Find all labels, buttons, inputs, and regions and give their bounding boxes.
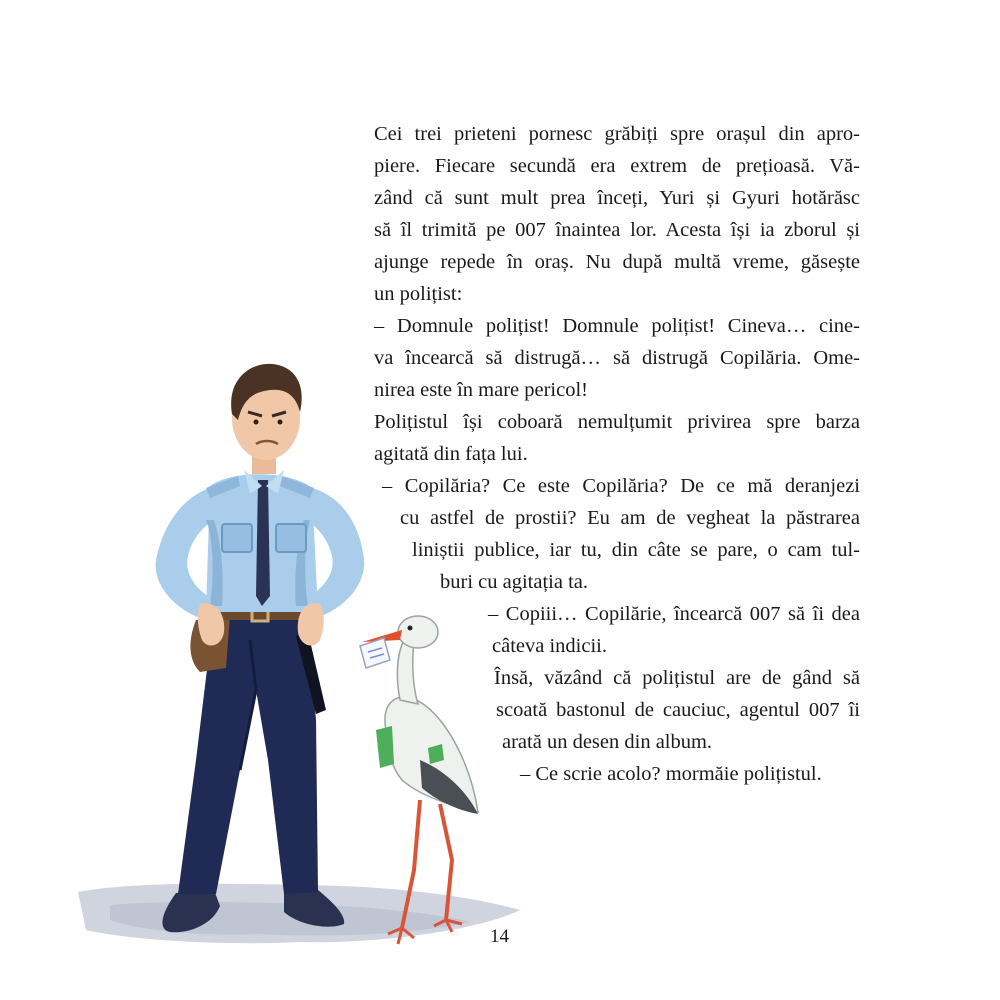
shirt-pocket-left	[222, 524, 252, 552]
stork-backpack	[376, 726, 394, 768]
text-line: – Copilăria? Ce este Copilăria? De ce mă deranjezi	[382, 475, 860, 497]
text-line: câteva indicii.	[492, 635, 607, 657]
text-line: Însă, văzând că polițistul are de gând să	[494, 667, 860, 689]
page-number: 14	[490, 926, 509, 947]
text-line: va încearcă să distrugă… să distrugă Copilăria. Ome-	[374, 347, 860, 369]
tie	[256, 480, 270, 606]
shirt-pocket-right	[276, 524, 306, 552]
text-line: arată un desen din album.	[502, 731, 713, 753]
text-line: să îl trimită pe 007 înaintea lor. Acesta își ia zborul și	[374, 219, 860, 241]
text-line: nirea este în mare pericol!	[374, 379, 588, 401]
text-line: agitată din fața lui.	[374, 443, 528, 465]
stork-head	[398, 616, 438, 648]
policeman	[156, 364, 365, 932]
text-line: zând că sunt mult prea înceți, Yuri și Gyuri hotărăsc	[374, 187, 860, 209]
text-line: un polițist:	[374, 283, 463, 305]
text-line: buri cu agitația ta.	[440, 571, 588, 593]
drawing-paper	[360, 638, 390, 668]
text-line: – Ce scrie acolo? mormăie polițistul.	[520, 763, 822, 785]
text-line: liniștii publice, iar tu, din câte se pare, o cam tul-	[412, 539, 860, 561]
text-line: – Copiii… Copilărie, încearcă 007 să îi dea	[488, 603, 860, 625]
text-line: Cei trei prieteni pornesc grăbiți spre orașul din apro-	[374, 123, 860, 145]
text-line: ajunge repede în oraș. Nu după multă vreme, găsește	[374, 251, 860, 273]
text-line: piere. Fiecare secundă era extrem de prețioasă. Vă-	[374, 155, 860, 177]
text-line: scoată bastonul de cauciuc, agentul 007 îi	[496, 699, 860, 721]
text-line: cu astfel de prostii? Eu am de vegheat la păstrarea	[400, 507, 860, 529]
text-line: Polițistul își coboară nemulțumit privirea spre barza	[374, 411, 860, 433]
text-line: – Domnule polițist! Domnule polițist! Cineva… cine-	[374, 315, 860, 337]
